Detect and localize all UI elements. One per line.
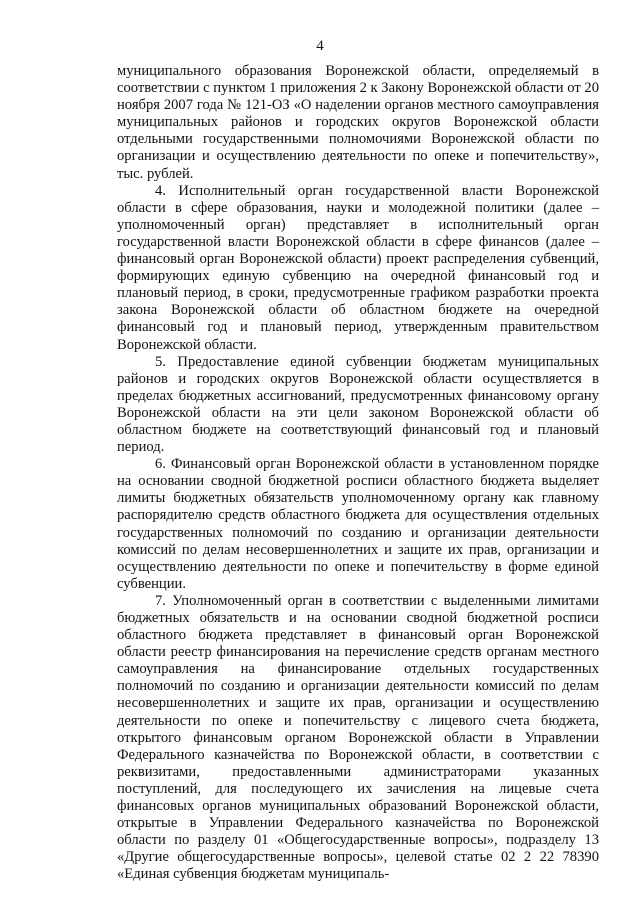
paragraph-7: 7. Уполномоченный орган в соответствии с выделенными лимитами бюджетных обязательств и на основании сводной бюджетной росписи областного бюджета представляет в финансовый орган Воронежской области реестр финансирования на перечисление средств органам местного самоуправления на финансирование отдельных государственных полномочий по созданию и организации деятельности комиссий по делам несовершеннолетних и защите их прав, организации и осуществлению деятельности по опеке и попечительству с лицевого счета бюджета, открытого финансовым органом Воронежской области в Управлении Федерального казначейства по Воронежской области, в соответствии с реквизитами, предоставленными администраторами указанных поступлений, для последующего их зачисления на лицевые счета финансовых органов муниципальных образований Воронежской области, открытые в Управлении Федерального казначейства по Воронежской области по разделу 01 «Общегосударственные вопросы», подразделу 13 «Другие общегосударственные вопросы», целевой статье 02 2 22 78390 «Единая субвенция бюджетам муниципаль- (117, 592, 599, 883)
paragraph-continuation: муниципального образования Воронежской области, определяемый в соответствии с пунктом 1 приложения 2 к Закону Воронежской области от 20 ноября 2007 года № 121-ОЗ «О наделении органов местного самоуправления муниципальных районов и городских округов Воронежской области отдельными государственными полномочиями Воронежской области по организации и осуществлению деятельности по опеке и попечительству», тыс. рублей. (117, 63, 599, 182)
paragraph-4: 4. Исполнительный орган государственной власти Воронежской области в сфере образования, науки и молодежной политики (далее – уполномоченный орган) представляет в исполнительный орган государственной власти Воронежской области в сфере финансов (далее – финансовый орган Воронежской области) проект распределения субвенций, формирующих единую субвенцию на очередной финансовый год и плановый период, в сроки, предусмотренные графиком разработки проекта закона Воронежской области об областном бюджете на очередной финансовый год и плановый период, утвержденным правительством Воронежской области. (117, 182, 599, 353)
paragraph-6: 6. Финансовый орган Воронежской области в установленном порядке на основании сводной бюджетной росписи областного бюджета выделяет лимиты бюджетных обязательств уполномоченному органу как главному распорядителю средств областного бюджета для осуществления отдельных государственных полномочий по созданию и организации деятельности комиссий по делам несовершеннолетних и защите их прав, организации и осуществлению деятельности по опеке и попечительству в форме единой субвенции. (117, 456, 599, 592)
page-number: 4 (316, 38, 324, 54)
document-body (117, 63, 599, 884)
paragraph-5: 5. Предоставление единой субвенции бюджетам муниципальных районов и городских округов Воронежской области осуществляется в пределах бюджетных ассигнований, предусмотренных финансовому органу Воронежской области на эти цели законом Воронежской области об областном бюджете на соответствующий финансовый год и плановый период. (117, 353, 599, 456)
